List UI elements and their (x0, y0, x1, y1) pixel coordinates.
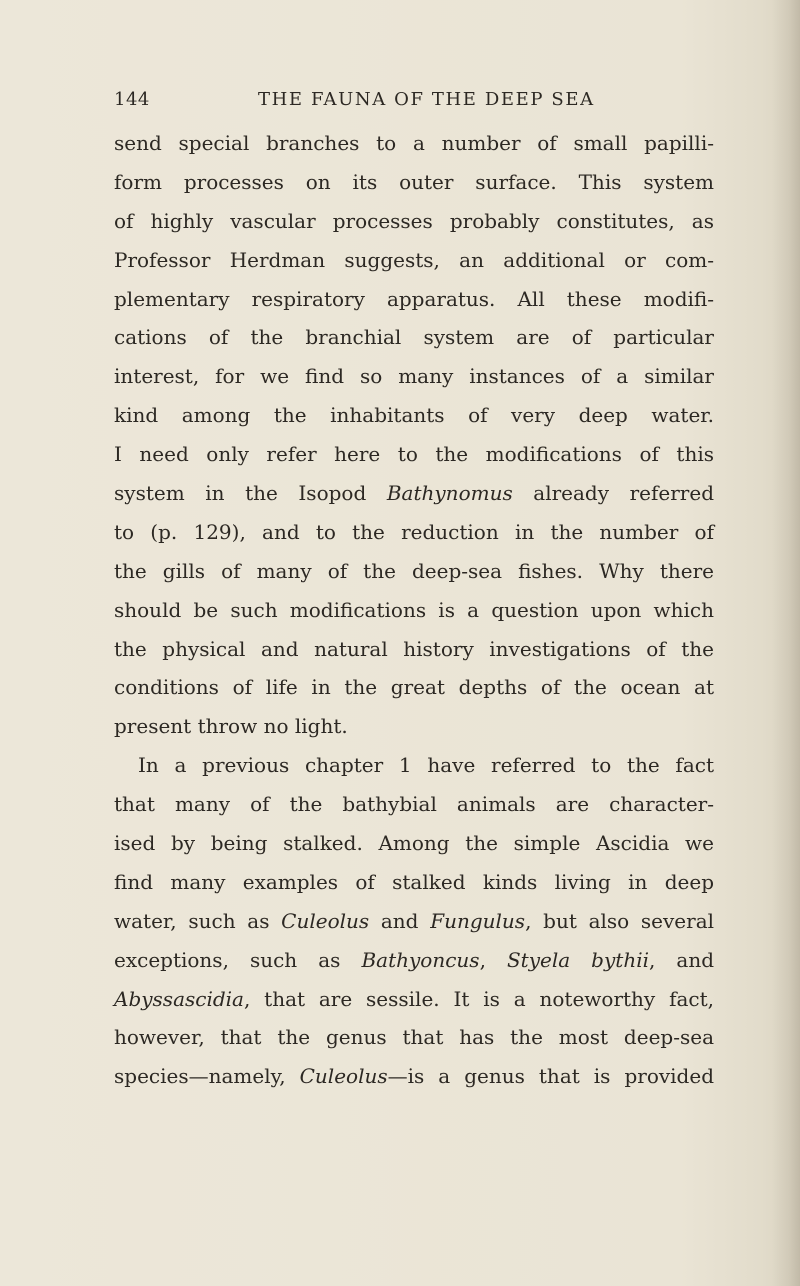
text-line (114, 280, 714, 319)
text-segment: , and (649, 947, 714, 972)
text-segment: I need only refer here to the modifications of this (114, 442, 714, 467)
text-line (114, 318, 714, 357)
running-head-title: THE FAUNA OF THE DEEP SEA (258, 89, 595, 110)
text-line-content (114, 1057, 714, 1096)
italic-term: Culeolus (281, 908, 370, 933)
text-segment: kind among the inhabitants of very deep water. (114, 403, 714, 428)
text-line (114, 163, 714, 202)
text-segment: conditions of life in the great depths of the ocean at (114, 675, 714, 700)
text-line (114, 668, 714, 707)
text-line (114, 902, 714, 941)
text-segment: the gills of many of the deep-sea fishes. Why there (114, 558, 714, 583)
text-line (114, 746, 714, 785)
text-line-content (138, 746, 714, 785)
text-line-content (114, 552, 714, 591)
text-segment: , that are sessile. It is a noteworthy fact, (243, 986, 714, 1011)
text-line (114, 1057, 714, 1096)
text-segment: however, that the genus that has the most deep-sea (114, 1025, 714, 1050)
page-number: 144 (114, 89, 150, 110)
text-line (114, 785, 714, 824)
text-segment: of highly vascular processes probably constitutes, as (114, 208, 714, 233)
italic-term: Culeolus (299, 1064, 388, 1089)
text-line-content (114, 824, 714, 863)
text-line-content (114, 785, 714, 824)
text-segment: already referred (512, 481, 714, 506)
text-segment: present throw no light. (114, 714, 348, 739)
text-line (114, 241, 714, 280)
text-segment: that many of the bathybial animals are character- (114, 792, 714, 817)
text-line-content (114, 396, 714, 435)
text-segment: , (479, 947, 507, 972)
text-segment: In a previous chapter 1 have referred to the fact (138, 753, 714, 778)
text-segment: and (369, 908, 431, 933)
text-line (114, 707, 714, 746)
italic-term: Bathynomus (386, 481, 513, 506)
text-segment: species—namely, (114, 1064, 300, 1089)
text-line-content (114, 707, 348, 746)
text-line (114, 980, 714, 1019)
text-segment: —is a genus that is provided (387, 1064, 714, 1089)
text-segment: Professor Herdman suggests, an additional or com- (114, 247, 714, 272)
text-line (114, 124, 714, 163)
text-line-content (114, 280, 714, 319)
text-line-content (114, 863, 714, 902)
text-line-content (114, 668, 714, 707)
text-line-content (114, 241, 714, 280)
text-line (114, 513, 714, 552)
text-segment: water, such as (114, 908, 282, 933)
italic-term: Bathyoncus (361, 947, 480, 972)
text-segment: exceptions, such as (114, 947, 362, 972)
text-line (114, 396, 714, 435)
text-line (114, 357, 714, 396)
text-line-content (114, 1018, 714, 1057)
text-line (114, 202, 714, 241)
text-line-content (114, 163, 714, 202)
text-line (114, 941, 714, 980)
text-line-content (114, 124, 714, 163)
text-line-content (114, 591, 714, 630)
text-line-content (114, 318, 714, 357)
text-segment: plementary respiratory apparatus. All these modifi- (114, 286, 714, 311)
text-segment: to (p. 129), and to the reduction in the number of (114, 519, 714, 544)
text-line (114, 552, 714, 591)
text-line-content (114, 630, 714, 669)
text-segment: should be such modifications is a question upon which (114, 597, 714, 622)
italic-term: Abyssascidia (114, 986, 244, 1011)
italic-term: Styela bythii (506, 947, 649, 972)
text-line-content (114, 980, 714, 1019)
italic-term: Fungulus (430, 908, 526, 933)
running-head (114, 89, 634, 119)
text-line-content (114, 474, 714, 513)
text-segment: cations of the branchial system are of particular (114, 325, 714, 350)
text-line (114, 435, 714, 474)
text-line-content (114, 941, 714, 980)
text-segment: form processes on its outer surface. This system (114, 169, 714, 194)
page-edge-shadow (772, 0, 800, 1286)
text-line-content (114, 513, 714, 552)
text-segment: the physical and natural history investigations of the (114, 636, 714, 661)
text-line (114, 630, 714, 669)
text-line-content (114, 435, 714, 474)
text-segment: send special branches to a number of small papilli- (114, 131, 714, 155)
text-line-content (114, 357, 714, 396)
text-segment: ised by being stalked. Among the simple Ascidia we (114, 831, 714, 856)
text-line (114, 474, 714, 513)
text-line (114, 1018, 714, 1057)
text-segment: system in the Isopod (114, 481, 387, 506)
text-line-content (114, 902, 714, 941)
text-segment: find many examples of stalked kinds living in deep (114, 869, 714, 894)
text-segment: , but also several (525, 908, 715, 933)
text-line (114, 863, 714, 902)
text-line (114, 824, 714, 863)
text-line-content (114, 202, 714, 241)
text-line (114, 591, 714, 630)
text-segment: interest, for we find so many instances of a similar (114, 364, 714, 389)
body-text (114, 124, 714, 1096)
